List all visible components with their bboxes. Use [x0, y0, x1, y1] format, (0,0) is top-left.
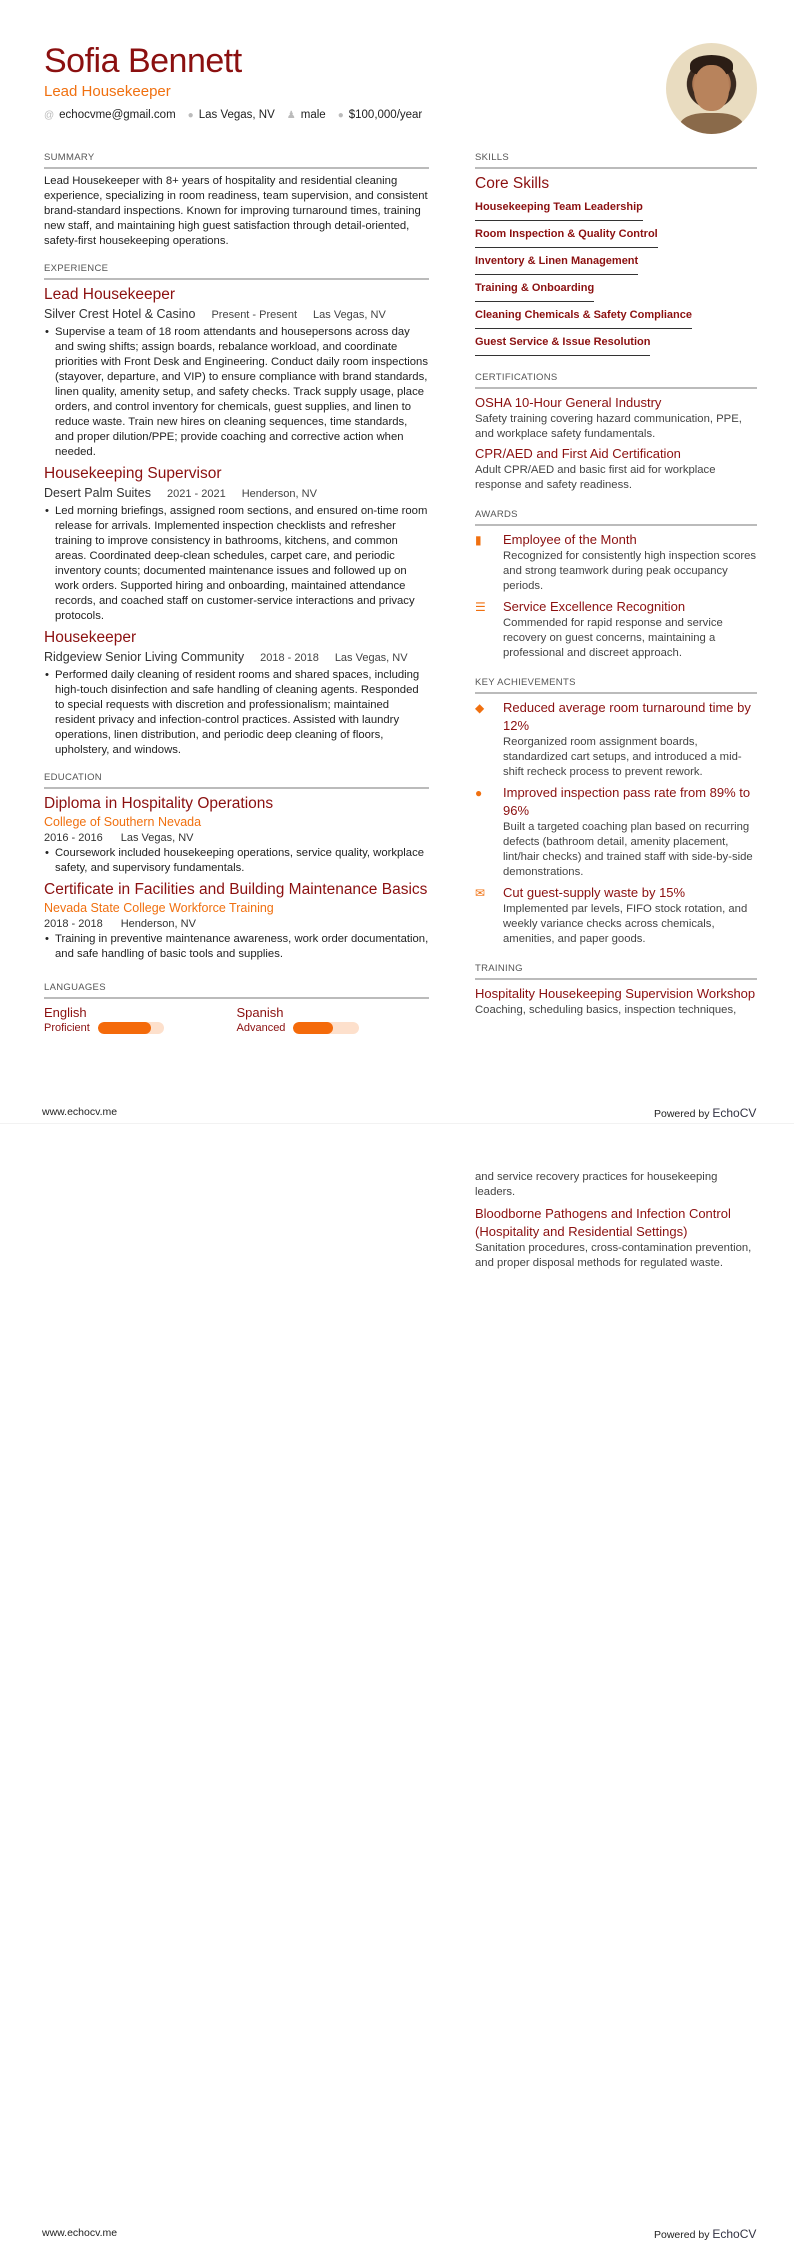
skills-group-title: Core Skills: [475, 175, 550, 192]
awards-title: Service Excellence Recognition: [503, 599, 686, 614]
achievements-item: [475, 699, 757, 780]
language-name: Spanish: [236, 1005, 284, 1020]
awards-desc: Recognized for consistently high inspection scores and strong teamwork during peak occupancy periods.: [503, 550, 757, 592]
skill-item: Guest Service & Issue Resolution: [475, 335, 650, 356]
training-desc-continued: and service recovery practices for housekeeping leaders.: [475, 1171, 718, 1198]
skill-item: Room Inspection & Quality Control: [475, 227, 658, 248]
email[interactable]: echocvme@gmail.com: [59, 109, 176, 121]
achievements-heading: KEY ACHIEVEMENTS: [475, 677, 757, 694]
edu-location: Las Vegas, NV: [120, 832, 194, 844]
skill-item: Training & Onboarding: [475, 281, 594, 302]
languages-heading: LANGUAGES: [44, 982, 429, 999]
job-dates: Present - Present: [211, 309, 298, 321]
achievements-item: [475, 884, 757, 947]
skill-item: Cleaning Chemicals & Safety Compliance: [475, 308, 692, 329]
job-bullet: • Performed daily cleaning of resident rooms and shared spaces, including high-touch disinfection and safe handling of cleaning agents. Responded to special requests with discretion and professionalism; maintained resident privacy and infection-control practices. Assisted with laundry operations, linen distribution, and periodic deep cleaning of floors, upholstery, and windows.: [44, 668, 429, 758]
job-title: Housekeeper: [44, 629, 137, 646]
edu-location: Henderson, NV: [120, 918, 196, 930]
training-title: Hospitality Housekeeping Supervision Workshop: [475, 986, 756, 1001]
job-entry: [44, 628, 429, 758]
awards-heading: AWARDS: [475, 509, 757, 526]
job-location: Las Vegas, NV: [313, 309, 386, 321]
footer-site-link[interactable]: www.echocv.me: [42, 2227, 118, 2239]
certification-title: CPR/AED and First Aid Certification: [475, 446, 681, 461]
achievements-title: Improved inspection pass rate from 89% to 96%: [503, 785, 751, 818]
company: Ridgeview Senior Living Community: [44, 650, 245, 664]
company: Desert Palm Suites: [44, 486, 151, 500]
document-icon: ▮: [475, 533, 482, 547]
achievements-item: [475, 784, 757, 880]
job-bullet: • Led morning briefings, assigned room sections, and ensured on-time room release for arrivals. Implemented inspection checklists and refresher training to improve consistency in bathrooms, kitchens, and common areas. Coordinated deep-clean schedules, carpet care, and periodic inventory counts; documented maintenance issues and followed up on work orders. Supported hiring and onboarding, maintained attendance records, and coached staff on customer-service interactions and privacy protocols.: [44, 504, 429, 624]
contact-info: [44, 109, 422, 121]
achievements-title: Reduced average room turnaround time by 12%: [503, 700, 751, 733]
candidate-title: Lead Housekeeper: [44, 83, 171, 100]
resume-page-2: [0, 1123, 794, 2246]
certifications-heading: CERTIFICATIONS: [475, 372, 757, 389]
job-title: Housekeeping Supervisor: [44, 465, 222, 482]
job-title: Lead Housekeeper: [44, 286, 175, 303]
language-level: Proficient: [44, 1022, 90, 1034]
education-entry: [44, 880, 429, 962]
job-dates: 2018 - 2018: [260, 652, 319, 664]
candidate-name: Sofia Bennett: [44, 42, 242, 80]
language-level-bar: [293, 1022, 359, 1034]
degree: Diploma in Hospitality Operations: [44, 795, 274, 812]
brand-logo: EchoCV: [712, 2227, 757, 2241]
brand-logo: EchoCV: [712, 1106, 757, 1120]
summary-text: Lead Housekeeper with 8+ years of hospitality and residential cleaning experience, specializing in room readiness, team supervision, and consistent brand-standard inspections. Known for improving turnaround times, training new staff, and maintaining high guest satisfaction through detail-oriented, safety-first housekeeping operations.: [44, 175, 428, 247]
training-title: Bloodborne Pathogens and Infection Control (Hospitality and Residential Settings): [475, 1206, 731, 1239]
experience-heading: EXPERIENCE: [44, 263, 429, 280]
envelope-open-icon: ✉: [475, 886, 486, 900]
location-pin-icon: ●: [187, 110, 194, 121]
achievements-desc: Built a targeted coaching plan based on recurring defects (bathroom detail, amenity placement, lint/hair checks) and trained staff with side-by-side demonstrations.: [503, 821, 753, 878]
job-location: Henderson, NV: [241, 488, 317, 500]
edu-dates: 2016 - 2016: [44, 832, 103, 844]
edu-bullet: • Coursework included housekeeping operations, service quality, workplace safety, and supervisory fundamentals.: [44, 846, 429, 876]
language-item: [237, 1004, 430, 1034]
footer-powered: Powered by EchoCV: [654, 1106, 757, 1120]
edu-dates: 2018 - 2018: [44, 918, 103, 930]
summary-heading: SUMMARY: [44, 152, 429, 169]
left-column: [44, 152, 429, 1034]
edu-bullet: • Training in preventive maintenance awareness, work order documentation, and safe handling of basic tools and supplies.: [44, 932, 429, 962]
skill-item: Inventory & Linen Management: [475, 254, 638, 275]
list-icon: ☰: [475, 600, 486, 614]
profile-photo: [666, 43, 757, 134]
training-desc: Sanitation procedures, cross-contamination prevention, and proper disposal methods for regulated waste.: [475, 1242, 752, 1269]
certification-desc: Safety training covering hazard communication, PPE, and workplace safety fundamentals.: [475, 413, 742, 440]
language-item: [44, 1004, 237, 1034]
certification-title: OSHA 10-Hour General Industry: [475, 395, 662, 410]
school: College of Southern Nevada: [44, 815, 202, 829]
skills-heading: SKILLS: [475, 152, 757, 169]
certification-desc: Adult CPR/AED and basic first aid for workplace response and safety readiness.: [475, 464, 716, 491]
job-bullet: • Supervise a team of 18 room attendants and housepersons across day and swing shifts; assign boards, rebalance workload, and coordinate priorities with Front Desk and Engineering. Conduct daily room inspections (stayover, departure, and VIP) to ensure compliance with brand standards, linen quality, amenity setup, and safety checks. Track supply usage, place orders, and control inventory for chemicals, guest supplies, and linen to reduce waste. Train new hires on cleaning sequences, time standards, and proper dilution/PPE; provide coaching and corrective action when needed.: [44, 325, 429, 460]
awards-item: [475, 531, 757, 594]
footer-site-link[interactable]: www.echocv.me: [42, 1106, 118, 1118]
training-desc: Coaching, scheduling basics, inspection techniques,: [475, 1004, 737, 1016]
right-column-continued: [475, 1170, 757, 1271]
salary: $100,000/year: [348, 109, 423, 121]
check-circle-icon: ●: [475, 786, 483, 800]
person-icon: ♟: [286, 110, 296, 121]
job-entry: [44, 464, 429, 624]
awards-desc: Commended for rapid response and service recovery on guest concerns, maintaining a professional and discreet approach.: [503, 617, 723, 659]
job-entry: [44, 285, 429, 460]
job-dates: 2021 - 2021: [166, 488, 226, 500]
education-entry: [44, 794, 429, 876]
language-level-bar: [98, 1022, 164, 1034]
language-name: English: [44, 1005, 87, 1020]
degree: Certificate in Facilities and Building Maintenance Basics: [44, 881, 428, 898]
awards-title: Employee of the Month: [503, 532, 637, 547]
achievements-title: Cut guest-supply waste by 15%: [503, 885, 686, 900]
right-column: [475, 152, 757, 1018]
achievements-desc: Reorganized room assignment boards, standardized cart setups, and introduced a mid-shift recheck process to prevent rework.: [503, 736, 742, 778]
location: Las Vegas, NV: [198, 109, 275, 121]
language-level: Advanced: [236, 1022, 286, 1034]
skill-item: Housekeeping Team Leadership: [475, 200, 643, 221]
achievements-desc: Implemented par levels, FIFO stock rotation, and weekly variance checks across chemicals, amenities, and paper goods.: [503, 903, 748, 945]
school: Nevada State College Workforce Training: [44, 901, 274, 915]
training-heading: TRAINING: [475, 963, 757, 980]
at-icon: @: [44, 110, 55, 121]
awards-item: [475, 598, 757, 661]
gender: male: [300, 109, 326, 121]
footer-powered: Powered by EchoCV: [654, 2227, 757, 2241]
job-location: Las Vegas, NV: [334, 652, 408, 664]
company: Silver Crest Hotel & Casino: [44, 307, 196, 321]
graduation-cap-icon: ◆: [475, 701, 485, 715]
education-heading: EDUCATION: [44, 772, 429, 789]
money-icon: ●: [337, 110, 344, 121]
